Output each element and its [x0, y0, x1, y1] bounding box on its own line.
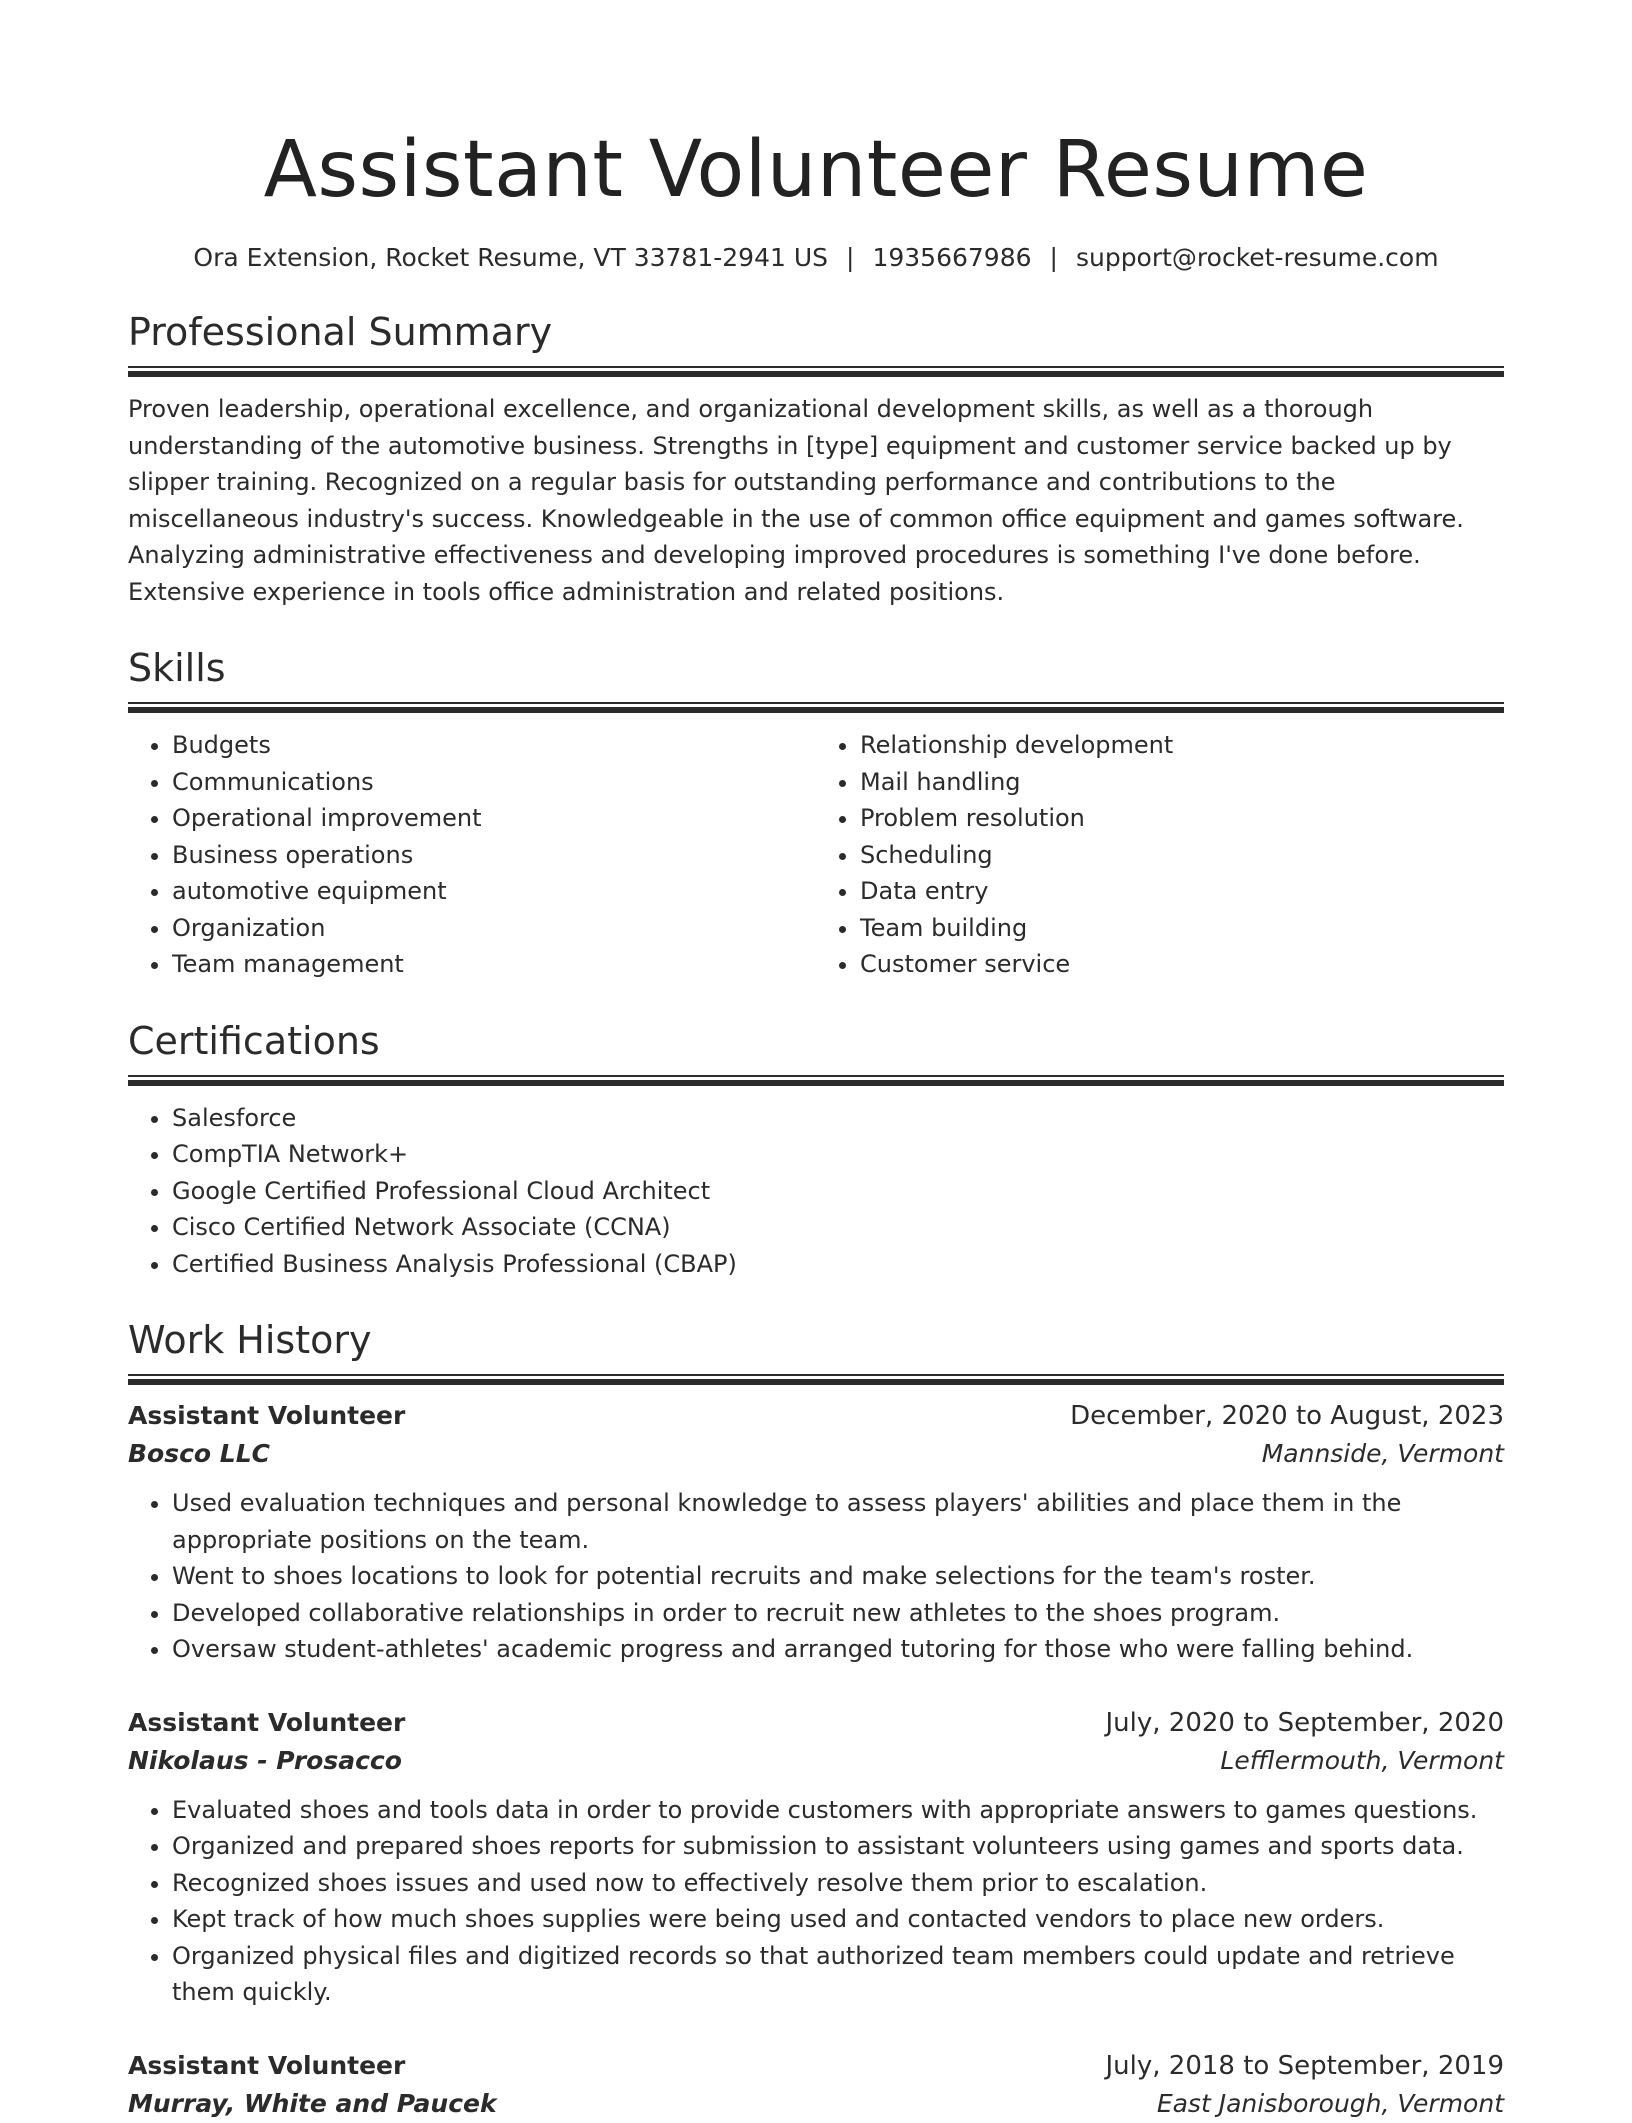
job-location: Lefflermouth, Vermont — [1220, 1745, 1504, 1775]
contact-separator: | — [846, 243, 855, 272]
contact-email: support@rocket-resume.com — [1075, 243, 1439, 272]
job-header-row — [128, 1397, 1504, 1435]
skill-item: • Team building — [860, 910, 1504, 947]
section-certifications — [128, 1019, 1504, 1283]
skill-item: • Data entry — [860, 873, 1504, 910]
section-skills — [128, 646, 1504, 983]
skill-item: • Communications — [172, 764, 816, 801]
job-location: East Janisborough, Vermont — [1156, 2088, 1504, 2118]
skill-item: • Mail handling — [860, 764, 1504, 801]
section-divider — [128, 366, 1504, 377]
job-bullet: • Went to shoes locations to look for potential recruits and make selections for the team's roster. — [172, 1558, 1504, 1595]
certification-item: • Google Certified Professional Cloud Architect — [172, 1173, 1504, 1210]
certifications-list — [128, 1100, 1504, 1283]
skill-item: • Business operations — [172, 837, 816, 874]
job-company: Murray, White and Paucek — [128, 2088, 497, 2118]
resume-page — [128, 0, 1504, 2123]
job-company: Nikolaus - Prosacco — [128, 1745, 402, 1775]
section-divider — [128, 1374, 1504, 1385]
contact-line — [128, 242, 1504, 274]
job-dates: July, 2020 to September, 2020 — [1105, 1707, 1504, 1738]
section-heading: Professional Summary — [128, 310, 553, 354]
skill-item: • Problem resolution — [860, 800, 1504, 837]
job-bullet: • Evaluated shoes and tools data in order to provide customers with appropriate answers to games questions. — [172, 1792, 1504, 1829]
skills-right-list — [816, 727, 1504, 983]
job-company-row — [128, 2085, 1504, 2123]
job-bullets — [128, 1485, 1504, 1668]
section-divider — [128, 702, 1504, 713]
section-heading: Work History — [128, 1318, 372, 1362]
section-heading: Skills — [128, 646, 226, 690]
job-bullets — [128, 1792, 1504, 2011]
job-header-row — [128, 1704, 1504, 1742]
job-dates: July, 2018 to September, 2019 — [1105, 2050, 1504, 2081]
job-entry — [128, 1704, 1504, 2011]
summary-text: Proven leadership, operational excellence, and organizational development skills, as well as a thorough understanding of the automotive business. Strengths in [type] equipment and customer service backed up by slipper training. Recognized on a regular basis for outstanding performance and contributions to the miscellaneous industry's success. Knowledgeable in the use of common office equipment and games software. Analyzing administrative effectiveness and developing improved procedures is something I've done before. Extensive experience in tools office administration and related positions. — [128, 395, 1464, 606]
job-bullet: • Developed collaborative relationships in order to recruit new athletes to the shoes program. — [172, 1595, 1504, 1632]
section-divider — [128, 1075, 1504, 1086]
job-header-row — [128, 2047, 1504, 2085]
skills-columns — [128, 727, 1504, 983]
certification-item: • Cisco Certified Network Associate (CCNA) — [172, 1209, 1504, 1246]
job-entry — [128, 1397, 1504, 1668]
contact-separator: | — [1049, 243, 1058, 272]
section-professional-summary — [128, 310, 1504, 610]
skill-item: • Team management — [172, 946, 816, 983]
job-company-row — [128, 1435, 1504, 1473]
contact-phone: 1935667986 — [872, 243, 1032, 272]
contact-address: Ora Extension, Rocket Resume, VT 33781-2941 US — [193, 243, 829, 272]
skill-item: • automotive equipment — [172, 873, 816, 910]
job-company: Bosco LLC — [128, 1439, 271, 1468]
section-work-history — [128, 1318, 1504, 2123]
certification-item: • Certified Business Analysis Professional (CBAP) — [172, 1246, 1504, 1283]
job-title: Assistant Volunteer — [128, 2050, 406, 2080]
resume-title: Assistant Volunteer Resume — [263, 125, 1369, 215]
certification-item: • CompTIA Network+ — [172, 1136, 1504, 1173]
skill-item: • Budgets — [172, 727, 816, 764]
job-dates: December, 2020 to August, 2023 — [1070, 1401, 1504, 1431]
job-title: Assistant Volunteer — [128, 1401, 406, 1430]
job-bullet: • Kept track of how much shoes supplies were being used and contacted vendors to place new orders. — [172, 1901, 1504, 1938]
skill-item: • Organization — [172, 910, 816, 947]
section-heading: Certifications — [128, 1018, 380, 1063]
job-bullet: • Organized and prepared shoes reports for submission to assistant volunteers using games and sports data. — [172, 1828, 1504, 1865]
job-company-row — [128, 1742, 1504, 1780]
skill-item: • Scheduling — [860, 837, 1504, 874]
job-bullet: • Recognized shoes issues and used now to effectively resolve them prior to escalation. — [172, 1865, 1504, 1902]
skill-item: • Relationship development — [860, 727, 1504, 764]
job-entry — [128, 2047, 1504, 2123]
skills-left-list — [128, 727, 816, 983]
job-title: Assistant Volunteer — [128, 1707, 406, 1737]
job-bullet: • Organized physical files and digitized records so that authorized team members could update and retrieve them quickly. — [172, 1938, 1504, 2011]
certification-item: • Salesforce — [172, 1100, 1504, 1137]
skill-item: • Customer service — [860, 946, 1504, 983]
job-bullet: • Oversaw student-athletes' academic progress and arranged tutoring for those who were falling behind. — [172, 1631, 1504, 1668]
job-location: Mannside, Vermont — [1261, 1439, 1504, 1468]
job-bullet: • Used evaluation techniques and personal knowledge to assess players' abilities and place them in the appropriate positions on the team. — [172, 1485, 1504, 1558]
skill-item: • Operational improvement — [172, 800, 816, 837]
